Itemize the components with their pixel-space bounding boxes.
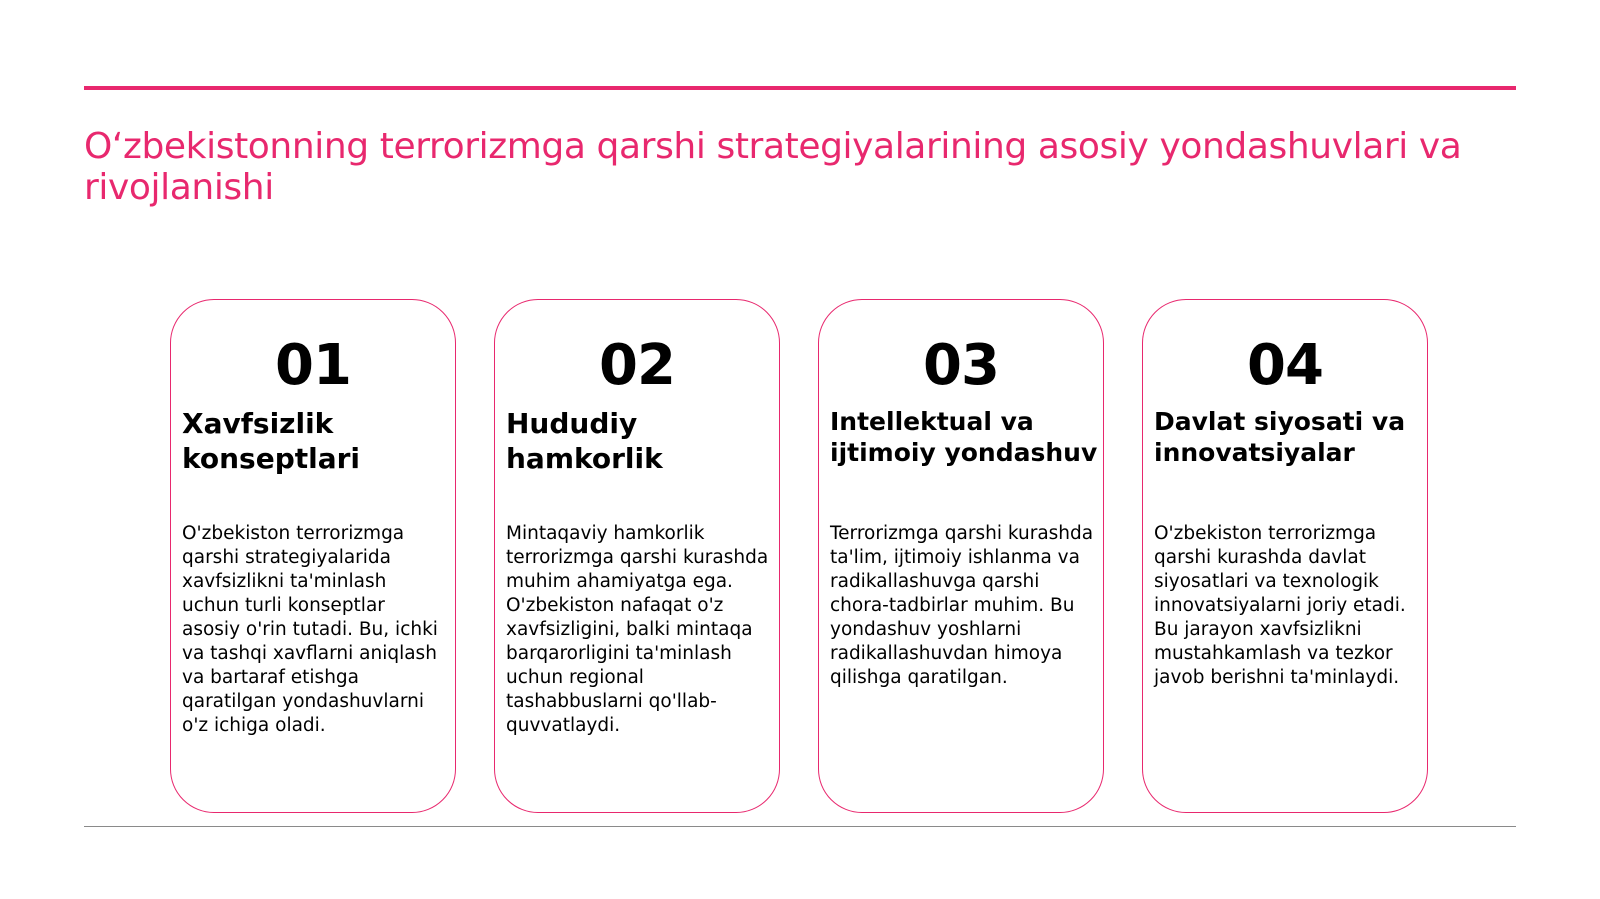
card-number: 01: [275, 333, 351, 398]
card-number: 04: [1247, 333, 1323, 398]
slide-title: O‘zbekistonning terrorizmga qarshi strategiyalarining asosiy yondashuvlari va rivojlanishi: [84, 126, 1462, 208]
card-2: [494, 299, 780, 813]
card-body: O'zbekiston terrorizmga qarshi kurashda davlat siyosatlari va texnologik innovatsiyalarni joriy etadi. Bu jarayon xavfsizlikni mustahkamlash va tezkor javob berishni ta'minlaydi.: [1154, 523, 1406, 688]
card-body: Terrorizmga qarshi kurashda ta'lim, ijtimoiy ishlanma va radikallashuvga qarshi chora-tadbirlar muhim. Bu yondashuv yoshlarni radikallashuvdan himoya qilishga qaratilgan.: [830, 523, 1094, 688]
cards-row: [170, 299, 1430, 815]
card-1: [170, 299, 456, 813]
card-heading: Davlat siyosati va innovatsiyalar: [1154, 407, 1406, 467]
card-heading: Hududiy hamkorlik: [506, 407, 663, 475]
card-body: O'zbekiston terrorizmga qarshi strategiyalarida xavfsizlikni ta'minlash uchun turli konseptlar asosiy o'rin tutadi. Bu, ichki va tashqi xavflarni aniqlash va bartaraf etishga qaratilgan yondashuvlarni o'z ichiga oladi.: [182, 523, 438, 736]
top-accent-rule: [84, 86, 1516, 90]
card-3: [818, 299, 1104, 813]
card-body: Mintaqaviy hamkorlik terrorizmga qarshi kurashda muhim ahamiyatga ega. O'zbekiston nafaqat o'z xavfsizligini, balki mintaqa barqarorligini ta'minlash uchun regional tashabbuslarni qo'llab-quvvatlaydi.: [506, 523, 769, 736]
card-heading: Intellektual va ijtimoiy yondashuv: [830, 407, 1098, 467]
card-number: 02: [599, 333, 675, 398]
card-4: [1142, 299, 1428, 813]
card-number: 03: [923, 333, 999, 398]
bottom-divider: [84, 826, 1516, 827]
card-heading: Xavfsizlik konseptlari: [182, 407, 361, 475]
